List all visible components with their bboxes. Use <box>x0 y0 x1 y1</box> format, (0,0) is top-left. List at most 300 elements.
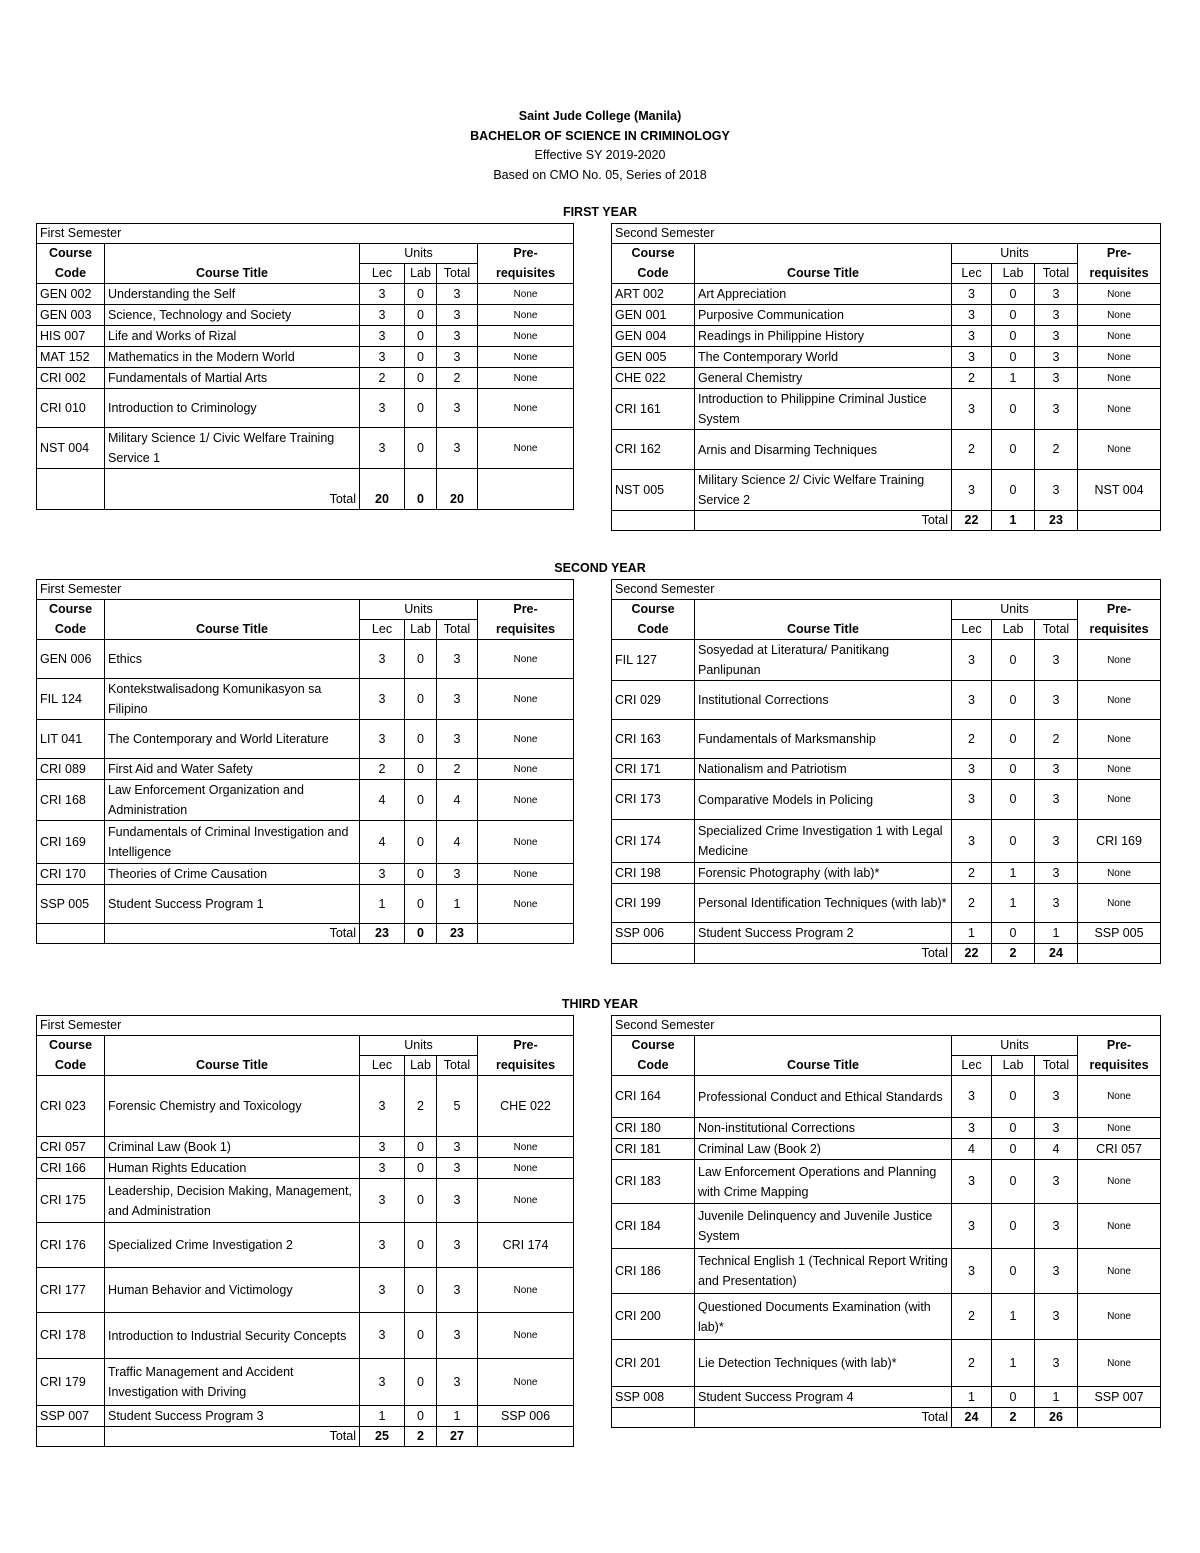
course-code: CRI 180 <box>612 1118 695 1139</box>
total-units: 3 <box>437 428 478 469</box>
course-title: Understanding the Self <box>105 284 360 305</box>
total-label: Total <box>695 944 952 964</box>
header-lab: Lab <box>992 620 1035 640</box>
prerequisite: None <box>1078 681 1161 720</box>
table-row <box>37 1313 574 1359</box>
course-title: Leadership, Decision Making, Management, and Administration <box>105 1179 360 1223</box>
header-total: Total <box>1035 1056 1078 1076</box>
course-title: Questioned Documents Examination (with lab)* <box>695 1294 952 1340</box>
total-lab: 2 <box>992 1408 1035 1428</box>
lab-units: 0 <box>992 470 1035 511</box>
lab-units: 0 <box>405 305 437 326</box>
lec-units: 3 <box>952 1204 992 1249</box>
course-title: Student Success Program 2 <box>695 923 952 944</box>
prerequisite: None <box>1078 326 1161 347</box>
semester-label: Second Semester <box>612 224 1161 244</box>
lec-units: 1 <box>360 1406 405 1427</box>
header-units: Units <box>952 600 1078 620</box>
course-title: Specialized Crime Investigation 1 with Legal Medicine <box>695 820 952 863</box>
table-row <box>612 1076 1161 1118</box>
year-title-third: THIRD YEAR <box>561 997 639 1011</box>
prerequisite: None <box>478 368 574 389</box>
total-units: 3 <box>1035 389 1078 430</box>
total-units: 3 <box>1035 820 1078 863</box>
lec-units: 3 <box>952 389 992 430</box>
total-lab: 2 <box>405 1427 437 1447</box>
lec-units: 2 <box>952 430 992 470</box>
header-requisites: requisites <box>478 264 574 284</box>
lab-units: 1 <box>992 863 1035 884</box>
table-row <box>612 1340 1161 1387</box>
total-units: 4 <box>437 821 478 864</box>
prerequisite: None <box>1078 720 1161 759</box>
table-row <box>37 864 574 885</box>
lab-units: 0 <box>405 885 437 924</box>
lab-units: 0 <box>405 720 437 759</box>
header-pre: Pre- <box>1078 244 1161 264</box>
course-code: CRI 201 <box>612 1340 695 1387</box>
lab-units: 1 <box>992 1340 1035 1387</box>
header-code: Code <box>612 264 695 284</box>
prerequisite: None <box>1078 1204 1161 1249</box>
total-units: 1 <box>1035 1387 1078 1408</box>
table-row <box>612 863 1161 884</box>
total-lec: 22 <box>952 511 992 531</box>
table-row <box>37 720 574 759</box>
total-label: Total <box>105 469 360 510</box>
table-row <box>612 368 1161 389</box>
total-units: 3 <box>1035 1204 1078 1249</box>
table-row <box>612 305 1161 326</box>
table-row <box>37 1359 574 1406</box>
prerequisite: None <box>478 1179 574 1223</box>
header-requisites: requisites <box>478 620 574 640</box>
total-lab: 0 <box>405 924 437 944</box>
total-blank <box>37 924 105 944</box>
header-units: Units <box>360 1036 478 1056</box>
course-title: Arnis and Disarming Techniques <box>695 430 952 470</box>
course-code: CHE 022 <box>612 368 695 389</box>
course-title: Kontekstwalisadong Komunikasyon sa Filipino <box>105 679 360 720</box>
total-lec: 20 <box>360 469 405 510</box>
school-name: Saint Jude College (Manila) <box>518 109 682 123</box>
prerequisite: None <box>478 720 574 759</box>
course-code: CRI 161 <box>612 389 695 430</box>
header-course: Course <box>612 600 695 620</box>
prerequisite: None <box>478 759 574 780</box>
prerequisite: CRI 169 <box>1078 820 1161 863</box>
course-title: Fundamentals of Martial Arts <box>105 368 360 389</box>
prerequisite: None <box>478 284 574 305</box>
lab-units: 0 <box>992 1118 1035 1139</box>
course-title: Specialized Crime Investigation 2 <box>105 1223 360 1268</box>
header-pre: Pre- <box>478 600 574 620</box>
course-code: GEN 001 <box>612 305 695 326</box>
header-lec: Lec <box>360 1056 405 1076</box>
course-title: Student Success Program 4 <box>695 1387 952 1408</box>
lec-units: 2 <box>360 759 405 780</box>
course-title: Military Science 1/ Civic Welfare Training Service 1 <box>105 428 360 469</box>
prerequisite: None <box>478 885 574 924</box>
header-course: Course <box>612 1036 695 1056</box>
course-title: Readings in Philippine History <box>695 326 952 347</box>
total-units: 3 <box>1035 1118 1078 1139</box>
total-units: 3 <box>1035 884 1078 923</box>
total-blank <box>37 469 105 510</box>
course-code: NST 005 <box>612 470 695 511</box>
course-code: CRI 002 <box>37 368 105 389</box>
lab-units: 0 <box>405 347 437 368</box>
course-title: The Contemporary World <box>695 347 952 368</box>
header-lab: Lab <box>405 264 437 284</box>
header-units: Units <box>952 244 1078 264</box>
semester-label: First Semester <box>37 224 574 244</box>
course-title: Law Enforcement Organization and Administration <box>105 780 360 821</box>
lab-units: 0 <box>992 1249 1035 1294</box>
prerequisite: None <box>1078 1340 1161 1387</box>
table-row <box>612 780 1161 820</box>
course-code: SSP 007 <box>37 1406 105 1427</box>
lec-units: 2 <box>360 368 405 389</box>
course-code: CRI 010 <box>37 389 105 428</box>
table-row <box>37 1179 574 1223</box>
header-lab: Lab <box>992 264 1035 284</box>
course-code: CRI 184 <box>612 1204 695 1249</box>
header-total: Total <box>437 620 478 640</box>
course-code: CRI 199 <box>612 884 695 923</box>
lab-units: 1 <box>992 884 1035 923</box>
total-units: 3 <box>1035 681 1078 720</box>
course-code: GEN 006 <box>37 640 105 679</box>
document-header <box>0 107 1200 185</box>
lab-units: 0 <box>405 428 437 469</box>
lec-units: 3 <box>360 284 405 305</box>
course-code: NST 004 <box>37 428 105 469</box>
lec-units: 3 <box>360 347 405 368</box>
total-units: 3 <box>437 720 478 759</box>
course-title: Nationalism and Patriotism <box>695 759 952 780</box>
total-units: 4 <box>1035 1139 1078 1160</box>
total-units: 3 <box>1035 470 1078 511</box>
total-blank <box>478 469 574 510</box>
table-row <box>37 284 574 305</box>
lec-units: 3 <box>952 305 992 326</box>
prerequisite: None <box>1078 1160 1161 1204</box>
prerequisite: None <box>478 1359 574 1406</box>
header-pre: Pre- <box>478 1036 574 1056</box>
prerequisite: None <box>1078 347 1161 368</box>
table-row <box>37 640 574 679</box>
course-title: Professional Conduct and Ethical Standards <box>695 1076 952 1118</box>
lec-units: 3 <box>952 1076 992 1118</box>
total-total: 23 <box>1035 511 1078 531</box>
prerequisite: None <box>478 1268 574 1313</box>
lab-units: 0 <box>992 681 1035 720</box>
table-row <box>37 885 574 924</box>
total-units: 1 <box>437 1406 478 1427</box>
prerequisite: None <box>1078 389 1161 430</box>
total-units: 3 <box>1035 326 1078 347</box>
lec-units: 2 <box>952 720 992 759</box>
course-title: Fundamentals of Criminal Investigation and Intelligence <box>105 821 360 864</box>
total-label: Total <box>695 1408 952 1428</box>
total-row <box>612 511 1161 531</box>
lab-units: 0 <box>992 430 1035 470</box>
total-units: 3 <box>437 1179 478 1223</box>
lec-units: 1 <box>952 1387 992 1408</box>
lec-units: 1 <box>952 923 992 944</box>
total-units: 3 <box>1035 1340 1078 1387</box>
header-course-title: Course Title <box>695 620 952 640</box>
course-title: Introduction to Criminology <box>105 389 360 428</box>
prerequisite: None <box>478 347 574 368</box>
header-lec: Lec <box>952 620 992 640</box>
prerequisite: None <box>478 1137 574 1158</box>
table-row <box>612 820 1161 863</box>
total-units: 3 <box>1035 284 1078 305</box>
lec-units: 4 <box>952 1139 992 1160</box>
lec-units: 2 <box>952 1340 992 1387</box>
lec-units: 2 <box>952 884 992 923</box>
course-code: CRI 173 <box>612 780 695 820</box>
course-title: Human Behavior and Victimology <box>105 1268 360 1313</box>
course-code: CRI 178 <box>37 1313 105 1359</box>
table-row <box>37 305 574 326</box>
lec-units: 4 <box>360 780 405 821</box>
table-row <box>612 1139 1161 1160</box>
table-row <box>612 430 1161 470</box>
table-row <box>37 368 574 389</box>
table-row <box>37 679 574 720</box>
lab-units: 0 <box>992 305 1035 326</box>
header-code: Code <box>37 620 105 640</box>
lab-units: 0 <box>992 326 1035 347</box>
total-units: 3 <box>1035 347 1078 368</box>
semester-label: Second Semester <box>612 580 1161 600</box>
total-units: 3 <box>437 1158 478 1179</box>
course-title: Mathematics in the Modern World <box>105 347 360 368</box>
total-lec: 25 <box>360 1427 405 1447</box>
header-units: Units <box>360 244 478 264</box>
table-row <box>37 780 574 821</box>
course-code: GEN 005 <box>612 347 695 368</box>
lec-units: 3 <box>952 470 992 511</box>
course-title: Student Success Program 3 <box>105 1406 360 1427</box>
lec-units: 3 <box>360 1268 405 1313</box>
course-title: Ethics <box>105 640 360 679</box>
lab-units: 0 <box>992 1204 1035 1249</box>
lab-units: 0 <box>992 347 1035 368</box>
total-units: 3 <box>437 1223 478 1268</box>
total-lab: 1 <box>992 511 1035 531</box>
lec-units: 3 <box>360 428 405 469</box>
header-blank <box>695 1036 952 1056</box>
prerequisite: None <box>1078 305 1161 326</box>
total-units: 1 <box>437 885 478 924</box>
course-code: CRI 166 <box>37 1158 105 1179</box>
total-units: 3 <box>1035 1076 1078 1118</box>
total-blank <box>1078 1408 1161 1428</box>
lab-units: 0 <box>405 1268 437 1313</box>
prerequisite: None <box>1078 1118 1161 1139</box>
prerequisite: None <box>478 864 574 885</box>
table-row <box>37 347 574 368</box>
lab-units: 0 <box>405 1359 437 1406</box>
course-code: CRI 089 <box>37 759 105 780</box>
header-blank <box>695 244 952 264</box>
lec-units: 3 <box>952 1160 992 1204</box>
lec-units: 3 <box>360 1223 405 1268</box>
lab-units: 0 <box>405 389 437 428</box>
total-lec: 22 <box>952 944 992 964</box>
header-units: Units <box>952 1036 1078 1056</box>
total-blank <box>612 1408 695 1428</box>
header-units: Units <box>360 600 478 620</box>
prerequisite: SSP 006 <box>478 1406 574 1427</box>
course-code: CRI 170 <box>37 864 105 885</box>
prerequisite: None <box>478 640 574 679</box>
total-lec: 23 <box>360 924 405 944</box>
lab-units: 1 <box>992 1294 1035 1340</box>
header-lec: Lec <box>360 264 405 284</box>
course-title: Forensic Chemistry and Toxicology <box>105 1076 360 1137</box>
total-units: 3 <box>1035 368 1078 389</box>
table-row <box>37 389 574 428</box>
total-label: Total <box>105 1427 360 1447</box>
header-course-title: Course Title <box>105 620 360 640</box>
header-lec: Lec <box>952 264 992 284</box>
prerequisite: SSP 007 <box>1078 1387 1161 1408</box>
header-course-title: Course Title <box>105 264 360 284</box>
semester-table <box>36 579 574 944</box>
course-title: The Contemporary and World Literature <box>105 720 360 759</box>
lec-units: 3 <box>952 780 992 820</box>
total-blank <box>478 924 574 944</box>
lab-units: 0 <box>992 1387 1035 1408</box>
lec-units: 3 <box>952 347 992 368</box>
table-row <box>37 759 574 780</box>
header-total: Total <box>1035 620 1078 640</box>
table-row <box>37 1223 574 1268</box>
course-title: Fundamentals of Marksmanship <box>695 720 952 759</box>
course-title: Theories of Crime Causation <box>105 864 360 885</box>
course-title: Personal Identification Techniques (with lab)* <box>695 884 952 923</box>
table-row <box>612 759 1161 780</box>
total-units: 3 <box>437 1268 478 1313</box>
total-total: 26 <box>1035 1408 1078 1428</box>
lab-units: 0 <box>992 923 1035 944</box>
total-blank <box>1078 944 1161 964</box>
prerequisite: None <box>478 1158 574 1179</box>
lec-units: 1 <box>360 885 405 924</box>
lab-units: 0 <box>992 1076 1035 1118</box>
total-blank <box>612 511 695 531</box>
header-pre: Pre- <box>1078 600 1161 620</box>
header-lab: Lab <box>992 1056 1035 1076</box>
total-units: 3 <box>437 305 478 326</box>
total-units: 3 <box>437 1137 478 1158</box>
lec-units: 3 <box>360 305 405 326</box>
prerequisite: None <box>478 305 574 326</box>
total-total: 20 <box>437 469 478 510</box>
total-units: 3 <box>437 284 478 305</box>
course-title: Lie Detection Techniques (with lab)* <box>695 1340 952 1387</box>
lec-units: 3 <box>952 284 992 305</box>
course-title: Law Enforcement Operations and Planning with Crime Mapping <box>695 1160 952 1204</box>
course-code: GEN 004 <box>612 326 695 347</box>
total-row <box>37 1427 574 1447</box>
total-total: 23 <box>437 924 478 944</box>
lab-units: 0 <box>405 640 437 679</box>
total-row <box>37 924 574 944</box>
lab-units: 1 <box>992 368 1035 389</box>
header-blank <box>105 244 360 264</box>
table-row <box>612 347 1161 368</box>
header-total: Total <box>437 264 478 284</box>
total-lab: 0 <box>405 469 437 510</box>
course-title: General Chemistry <box>695 368 952 389</box>
lec-units: 2 <box>952 1294 992 1340</box>
total-lab: 2 <box>992 944 1035 964</box>
semester-label: First Semester <box>37 1016 574 1036</box>
total-units: 5 <box>437 1076 478 1137</box>
course-code: ART 002 <box>612 284 695 305</box>
prerequisite: None <box>1078 780 1161 820</box>
course-title: Military Science 2/ Civic Welfare Training Service 2 <box>695 470 952 511</box>
prerequisite: None <box>1078 284 1161 305</box>
header-code: Code <box>612 620 695 640</box>
lab-units: 0 <box>992 1139 1035 1160</box>
course-title: Comparative Models in Policing <box>695 780 952 820</box>
table-row <box>612 1160 1161 1204</box>
header-lab: Lab <box>405 620 437 640</box>
table-row <box>612 640 1161 681</box>
course-code: CRI 162 <box>612 430 695 470</box>
course-code: GEN 003 <box>37 305 105 326</box>
header-total: Total <box>437 1056 478 1076</box>
lec-units: 2 <box>952 368 992 389</box>
header-code: Code <box>612 1056 695 1076</box>
lab-units: 0 <box>992 780 1035 820</box>
course-code: SSP 005 <box>37 885 105 924</box>
total-row <box>612 944 1161 964</box>
header-total: Total <box>1035 264 1078 284</box>
header-blank <box>695 600 952 620</box>
table-row <box>37 326 574 347</box>
semester-table <box>611 579 1161 964</box>
prerequisite: None <box>478 389 574 428</box>
total-units: 3 <box>437 347 478 368</box>
total-row <box>612 1408 1161 1428</box>
total-units: 2 <box>1035 720 1078 759</box>
prerequisite: NST 004 <box>1078 470 1161 511</box>
lec-units: 3 <box>360 1076 405 1137</box>
lab-units: 0 <box>992 284 1035 305</box>
total-units: 3 <box>437 864 478 885</box>
lec-units: 3 <box>360 1179 405 1223</box>
semester-table <box>611 223 1161 531</box>
header-course: Course <box>37 1036 105 1056</box>
course-code: GEN 002 <box>37 284 105 305</box>
prerequisite: None <box>1078 1076 1161 1118</box>
prerequisite: None <box>1078 863 1161 884</box>
course-title: Institutional Corrections <box>695 681 952 720</box>
course-code: CRI 023 <box>37 1076 105 1137</box>
course-title: Criminal Law (Book 2) <box>695 1139 952 1160</box>
prerequisite: CRI 057 <box>1078 1139 1161 1160</box>
course-title: Non-institutional Corrections <box>695 1118 952 1139</box>
total-units: 3 <box>1035 863 1078 884</box>
